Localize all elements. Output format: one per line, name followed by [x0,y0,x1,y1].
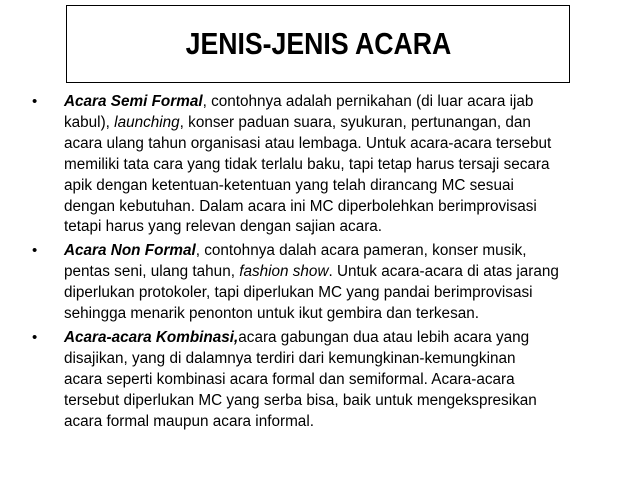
text-line [64,412,622,433]
item-text: apik dengan ketentuan-ketentuan yang telah dirancang MC sesuai [64,176,514,194]
item-heading: Acara Non Formal [64,242,196,260]
item-text: diperlukan protokoler, tapi diperlukan MC yang pandai berimprovisasi [64,284,533,302]
text-line [64,134,622,155]
item-text: memiliki tata cara yang tidak terlalu baku, tapi tetap harus tersaji secara [64,155,550,173]
title-box [66,5,570,83]
item-text: sehingga menarik penonton untuk ikut gembira dan terkesan. [64,305,479,323]
list-item [32,92,622,238]
item-text: disajikan, yang di dalamnya terdiri dari kemungkinan-kemungkinan [64,349,516,367]
list-item [32,328,622,433]
item-text: acara formal maupun acara informal. [64,412,314,430]
text-line [64,391,622,412]
list-item [32,241,622,325]
text-line [64,370,622,391]
item-text: tetapi harus yang relevan dengan sajian acara. [64,218,383,236]
item-text: . Untuk acara-acara di atas jarang [328,263,559,281]
text-line [64,304,622,325]
text-line [64,217,622,238]
item-heading: Acara-acara Kombinasi, [64,328,239,346]
page-title: JENIS-JENIS ACARA [185,26,451,61]
item-text: kabul), [64,113,115,131]
italic-term: launching [114,113,180,131]
bullet-list [32,92,622,436]
text-line [64,92,622,113]
item-heading: Acara Semi Formal [64,93,203,110]
item-text: dengan kebutuhan. Dalam acara ini MC diperbolehkan berimprovisasi [64,197,537,215]
bullet-icon: • [32,242,38,260]
item-text: acara gabungan dua atau lebih acara yang [238,328,530,346]
text-line [64,197,622,218]
item-text: acara seperti kombinasi acara formal dan semiformal. Acara-acara [64,370,515,388]
item-text: , contohnya dalah acara pameran, konser musik, [195,242,527,260]
text-line [64,283,622,304]
item-text: , contohnya adalah pernikahan (di luar acara ijab [202,93,534,110]
italic-term: fashion show [239,263,329,281]
text-line [64,176,622,197]
item-text: acara ulang tahun organisasi atau lembaga. Untuk acara-acara tersebut [64,134,552,152]
text-line [64,241,622,262]
bullet-icon: • [32,328,38,346]
text-line [64,262,622,283]
text-line [64,328,622,349]
bullet-icon: • [32,93,38,110]
text-line [64,349,622,370]
item-text: pentas seni, ulang tahun, [64,263,240,281]
text-line [64,113,622,134]
item-text: , konser paduan suara, syukuran, pertunangan, dan [179,113,531,131]
text-line [64,155,622,176]
item-text: tersebut diperlukan MC yang serba bisa, baik untuk mengekspresikan [64,391,537,409]
